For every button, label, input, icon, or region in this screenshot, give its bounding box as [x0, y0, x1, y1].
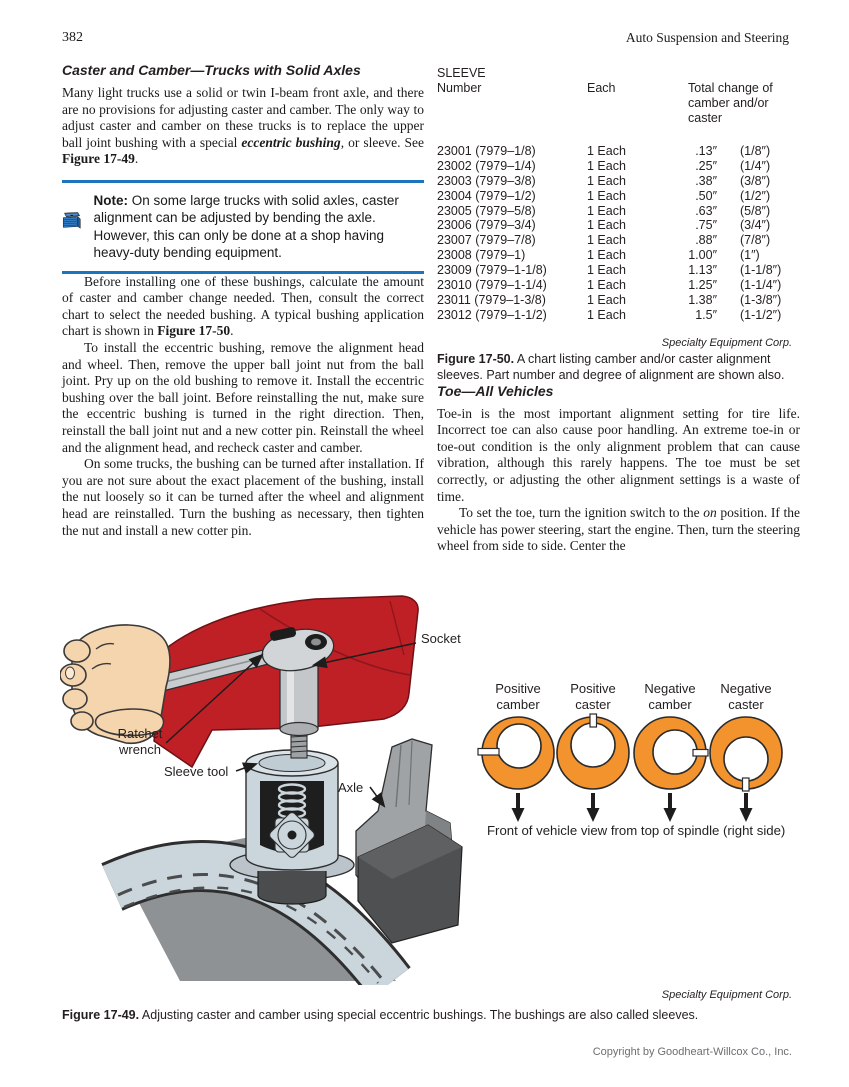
cell-number: 23008 (7979–1) — [437, 248, 526, 263]
cell-fraction: (1-1/8″) — [740, 263, 782, 278]
table-header — [437, 66, 800, 142]
figure-reference: Figure 17-50 — [157, 323, 231, 339]
cell-each: 1 Each — [587, 173, 626, 188]
bushing-shape — [258, 871, 326, 904]
copyright-notice: Copyright by Goodheart-Willcox Co., Inc. — [592, 1046, 792, 1058]
figure-50-label: Figure 17-50. — [437, 351, 515, 366]
cell-fraction: (3/8″) — [740, 173, 771, 188]
ring-label-positive-camber: Positive camber — [495, 681, 541, 712]
cell-each: 1 Each — [587, 188, 626, 203]
note-text — [82, 192, 422, 262]
cell-number: 23012 (7979–1-1/2) — [437, 307, 547, 322]
cell-value: .75″ — [695, 218, 717, 233]
cell-number: 23002 (7979–1/4) — [437, 158, 536, 173]
callout-ratchet-wrench — [108, 726, 172, 758]
figure-49-text: Adjusting caster and camber using special eccentric bushings. The bushings are also called sleeves. — [139, 1008, 699, 1022]
figure-49-label: Figure 17-49. — [62, 1008, 140, 1022]
cell-each: 1 Each — [587, 203, 626, 218]
table-row — [437, 159, 800, 174]
paragraph-text: . — [230, 323, 234, 339]
cell-value: 1.5″ — [695, 307, 717, 322]
cell-value: .50″ — [695, 188, 717, 203]
cell-each: 1 Each — [587, 144, 626, 158]
cell-value: 1.25″ — [688, 278, 717, 293]
note-body: On some large trucks with solid axles, caster alignment can be adjusted by bending the axle. However, this can only be done at a shop having heavy-duty bending equipment. — [93, 192, 399, 261]
cell-fraction: (7/8″) — [740, 233, 771, 248]
paragraph-text: Many light trucks use a solid or twin I-beam front axle, and there are no provisions for adjusting caster and camber. The only way to adjust caster and camber on these trucks is to replace the upper ball joint bushing with a special — [62, 85, 424, 150]
down-arrow-icon — [664, 793, 677, 822]
cell-each: 1 Each — [587, 292, 626, 307]
table-credit: Specialty Equipment Corp. — [661, 336, 792, 349]
table-row — [437, 233, 800, 248]
paragraph-intro — [62, 85, 424, 168]
down-arrow-icon — [512, 793, 525, 822]
right-column — [437, 66, 800, 555]
cell-each: 1 Each — [587, 278, 626, 293]
ring-label-negative-caster: Negative caster — [720, 681, 772, 712]
callout-socket: Socket — [421, 631, 461, 646]
paragraph-text: To set the toe, turn the ignition switch to the — [459, 505, 704, 521]
cell-fraction: (1-1/2″) — [740, 307, 782, 322]
cell-number: 23004 (7979–1/2) — [437, 188, 536, 203]
figure-50-caption — [437, 351, 800, 383]
table-row — [437, 278, 800, 293]
ring-positive-camber — [478, 717, 554, 789]
header-line: Total change of — [688, 81, 773, 95]
cell-each: 1 Each — [587, 218, 626, 233]
cell-number: 23011 (7979–1-3/8) — [437, 292, 546, 307]
ring-label-positive-caster: Positive caster — [570, 681, 616, 712]
header-line: caster — [688, 111, 723, 125]
figure-49-credit: Specialty Equipment Corp. — [661, 989, 792, 1001]
cell-fraction: (1/2″) — [740, 188, 771, 203]
sleeve-table — [437, 144, 800, 323]
callout-line: Ratchet — [117, 726, 163, 741]
left-column — [62, 62, 424, 539]
table-row — [437, 204, 800, 219]
down-arrow-icon — [740, 793, 753, 822]
callout-line: wrench — [119, 742, 161, 757]
table-row — [437, 308, 800, 323]
table-row — [437, 174, 800, 189]
figure-50-text: A chart listing camber and/or caster alignment sleeves. Part number and degree of alignment are shown also. — [437, 351, 785, 382]
eccentric-rings-diagram — [460, 688, 830, 828]
cell-value: 1.13″ — [688, 263, 717, 278]
cell-each: 1 Each — [587, 248, 626, 263]
cell-number: 23006 (7979–3/4) — [437, 218, 536, 233]
cell-number: 23009 (7979–1-1/8) — [437, 263, 547, 278]
callout-axle: Axle — [338, 780, 364, 795]
ring-label-negative-camber: Negative camber — [644, 681, 696, 712]
cell-value: 1.38″ — [688, 292, 717, 307]
cell-fraction: (1″) — [740, 248, 760, 263]
cell-value: .38″ — [695, 173, 717, 188]
toolbox-icon — [62, 192, 82, 250]
cell-number: 23010 (7979–1-1/4) — [437, 278, 547, 293]
paragraph-text: Before installing one of these bushings, calculate the amount of caster and camber change needed. Then, consult the correct chart to select the needed bushing. A typical bushing application chart is shown in — [62, 273, 424, 339]
cell-each: 1 Each — [587, 263, 626, 278]
paragraph-toe-importance: Toe-in is the most important alignment setting for tire life. Incorrect toe can also cause poor handling. An extreme toe-in or toe-out condition is the only alignment problem that can cause vibration, although this rarely happens. The toe must be set correctly, or adjusting the other alignment settings is a waste of time. — [437, 405, 800, 504]
figure-reference: Figure 17-49 — [62, 151, 135, 167]
paragraph-text: , or sleeve. See — [340, 134, 424, 150]
cell-fraction: (5/8″) — [740, 203, 771, 218]
column-header-each: Each — [587, 81, 616, 95]
paragraph-text: . — [134, 151, 139, 167]
cell-fraction: (1/8″) — [740, 144, 771, 158]
paragraph-turn-after-install: On some trucks, the bushing can be turned after installation. If you are not sure about the exact placement of the bushing, install the nut loosely so it can be turned after the wheel and alignment head are reinstalled. Turn the bushing as necessary, then tighten the nut and install a new cotter pin. — [62, 456, 424, 538]
table-row — [437, 263, 800, 278]
cell-number: 23005 (7979–5/8) — [437, 203, 536, 218]
callout-sleeve-tool: Sleeve tool — [164, 764, 229, 779]
cell-fraction: (1-1/4″) — [740, 278, 782, 293]
header-line: Number — [437, 81, 482, 95]
table-row — [437, 293, 800, 308]
figure-49-illustration — [60, 595, 480, 985]
cell-value: .88″ — [695, 233, 717, 248]
cell-value: .63″ — [695, 203, 717, 218]
column-header-sleeve-number — [437, 66, 486, 96]
paragraph-install: To install the eccentric bushing, remove the alignment head and wheel. Then, remove the upper ball joint nut from the ball joint. Pry up on the old bushing to remove it. Install the eccentric bushing over the ball joint. Before reinstalling the nut, make sure the eccentric bushing is turned in the right direction. Then, reinstall the ball joint nut and a new cotter pin. Reinstall the wheel and the alignment head, and recheck caster and camber. — [62, 339, 424, 455]
note-label: Note: — [93, 192, 129, 208]
ring-negative-caster — [710, 717, 782, 791]
cell-fraction: (1/4″) — [740, 158, 771, 173]
cell-each: 1 Each — [587, 307, 626, 322]
cell-value: .13″ — [695, 144, 717, 158]
paragraph-bushing-chart — [62, 274, 424, 340]
down-arrow-icon — [587, 793, 600, 822]
cell-each: 1 Each — [587, 233, 626, 248]
table-row — [437, 144, 800, 159]
paragraph-text: position. If the vehicle has power steering, start the engine. Then, turn the steering wheel from side to side. Center the — [437, 505, 800, 554]
cell-fraction: (3/4″) — [740, 218, 771, 233]
ring-positive-caster — [557, 714, 629, 789]
emphasis-on: on — [703, 505, 717, 521]
cell-fraction: (1-3/8″) — [740, 292, 782, 307]
cell-number: 23007 (7979–7/8) — [437, 233, 536, 248]
section-heading-toe: Toe—All Vehicles — [437, 382, 554, 399]
rings-caption: Front of vehicle view from top of spindle (right side) — [487, 823, 786, 838]
term-eccentric-bushing: eccentric bushing — [241, 134, 341, 150]
cell-value: .25″ — [695, 158, 717, 173]
column-header-total-change — [688, 81, 773, 126]
figure-49-caption — [62, 1007, 794, 1023]
table-row — [437, 248, 800, 263]
note-box — [62, 180, 424, 274]
cell-number: 23001 (7979–1/8) — [437, 144, 536, 158]
paragraph-set-toe — [437, 505, 800, 555]
table-row — [437, 218, 800, 233]
ring-negative-camber — [634, 717, 708, 789]
cell-number: 23003 (7979–3/8) — [437, 173, 536, 188]
header-line: camber and/or — [688, 96, 769, 110]
table-row — [437, 189, 800, 204]
cell-each: 1 Each — [587, 158, 626, 173]
header-line: SLEEVE — [437, 66, 486, 80]
running-head: Auto Suspension and Steering — [625, 30, 789, 45]
section-heading-caster-camber: Caster and Camber—Trucks with Solid Axles — [62, 62, 361, 78]
cell-value: 1.00″ — [688, 248, 717, 263]
page-number: 382 — [62, 30, 83, 45]
